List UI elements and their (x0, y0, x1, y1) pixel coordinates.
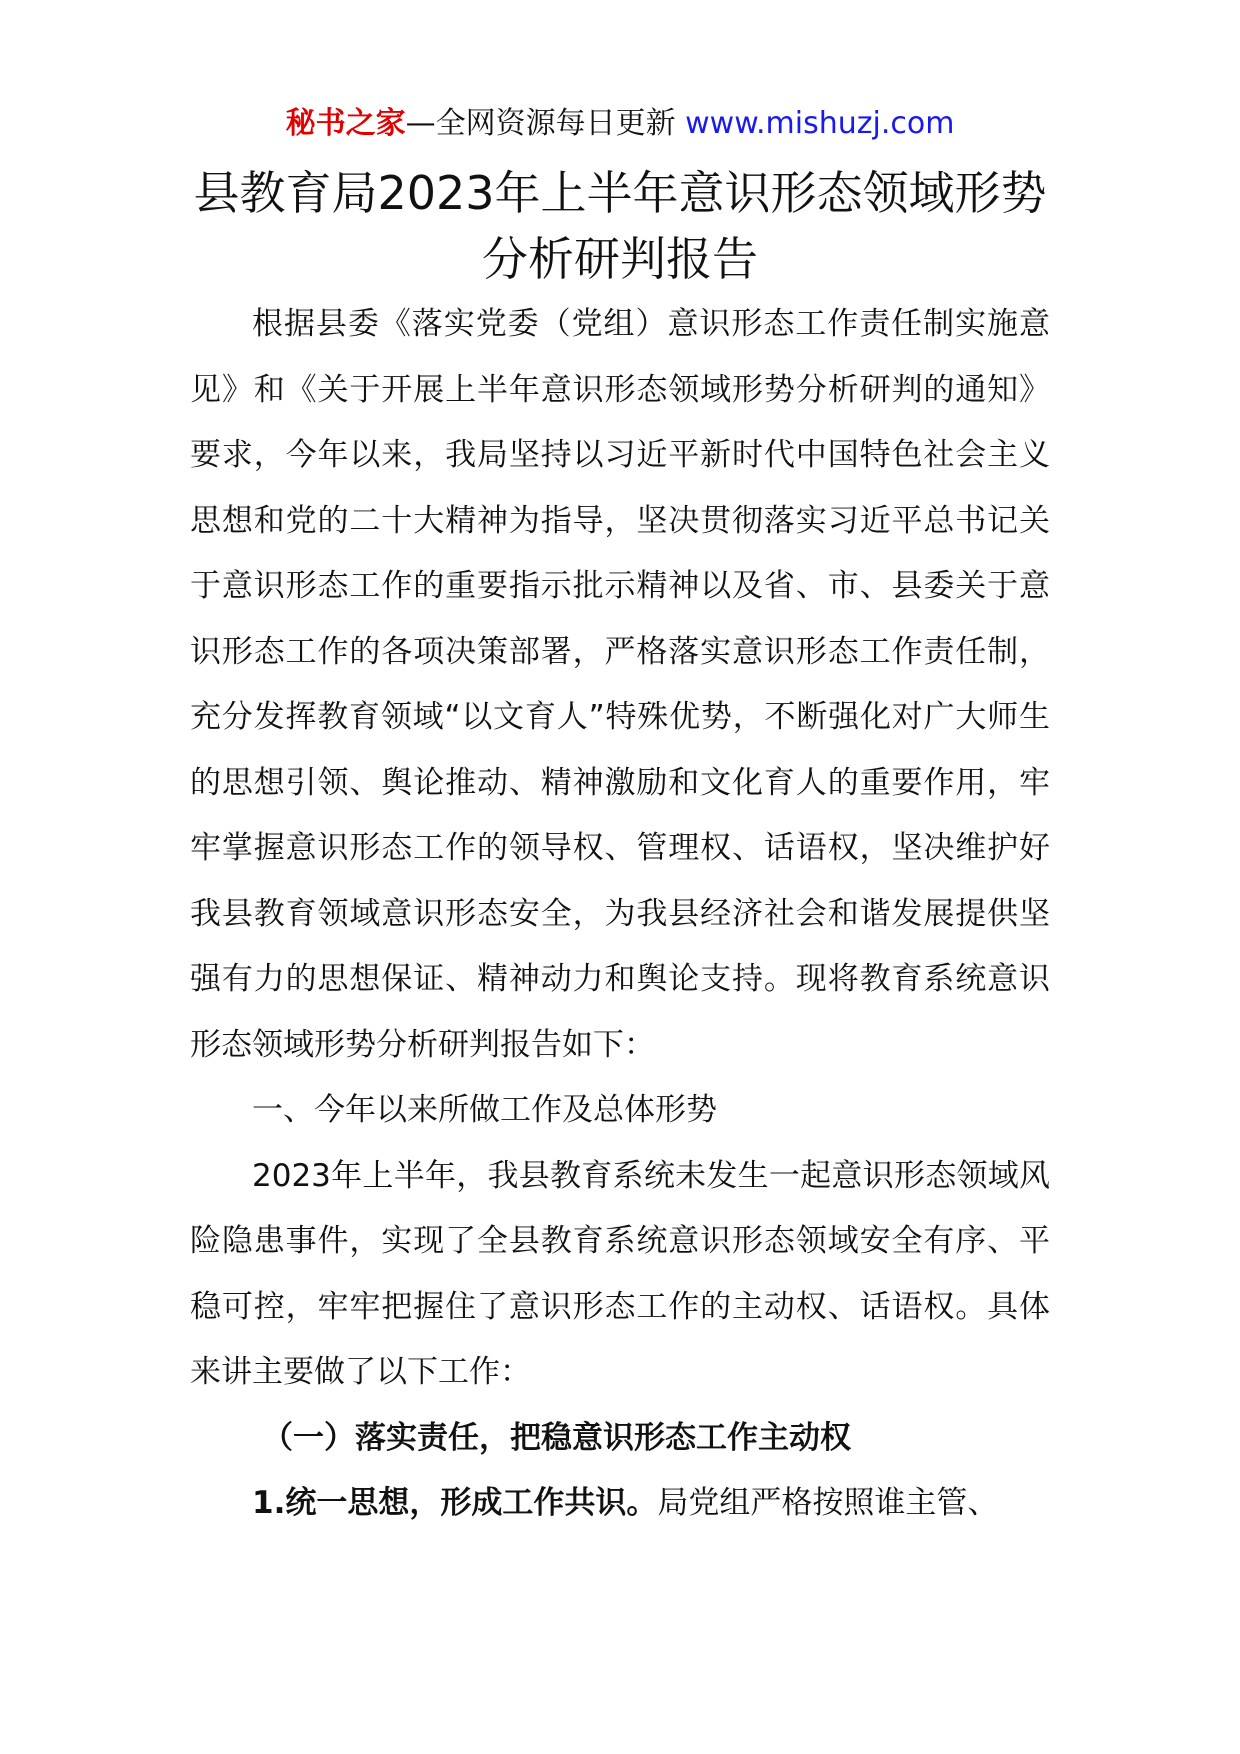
header-slogan: —全网资源每日更新 (405, 106, 676, 141)
item-paragraph (190, 1471, 1050, 1537)
document-title: 县教育局2023年上半年意识形态领域形势分析研判报告 (193, 166, 1047, 286)
item-lead: 1.统一思想，形成工作共识。 (252, 1485, 658, 1521)
item-text: 局党组严格按照谁主管、 (657, 1485, 999, 1521)
brand-name: 秘书之家 (285, 106, 406, 141)
document-body (190, 292, 1050, 1537)
site-link[interactable]: www.mishuzj.com (685, 106, 955, 141)
section-heading: 一、今年以来所做工作及总体形势 (252, 1092, 717, 1128)
watermark-header (0, 100, 1240, 148)
subsection-heading: （一）落实责任，把稳意识形态工作主动权 (262, 1419, 851, 1456)
intro-paragraph: 根据县委《落实党委（党组）意识形态工作责任制实施意见》和《关于开展上半年意识形态领域形势分析研判的通知》要求，今年以来，我局坚持以习近平新时代中国特色社会主义思想和党的二十大精神为指导，坚决贯彻落实习近平总书记关于意识形态工作的重要指示批示精神以及省、市、县委关于意识形态工作的各项决策部署，严格落实意识形态工作责任制，充分发挥教育领域“以文育人”特殊优势，不断强化对广大师生的思想引领、舆论推动、精神激励和文化育人的重要作用，牢牢掌握意识形态工作的领导权、管理权、话语权，坚决维护好我县教育领域意识形态安全，为我县经济社会和谐发展提供坚强有力的思想保证、精神动力和舆论支持。现将教育系统意识形态领域形势分析研判报告如下： (190, 306, 1050, 1063)
section-paragraph: 2023年上半年，我县教育系统未发生一起意识形态领域风险隐患事件，实现了全县教育系统意识形态领域安全有序、平稳可控，牢牢把握住了意识形态工作的主动权、话语权。具体来讲主要做了以下工作： (190, 1157, 1050, 1390)
